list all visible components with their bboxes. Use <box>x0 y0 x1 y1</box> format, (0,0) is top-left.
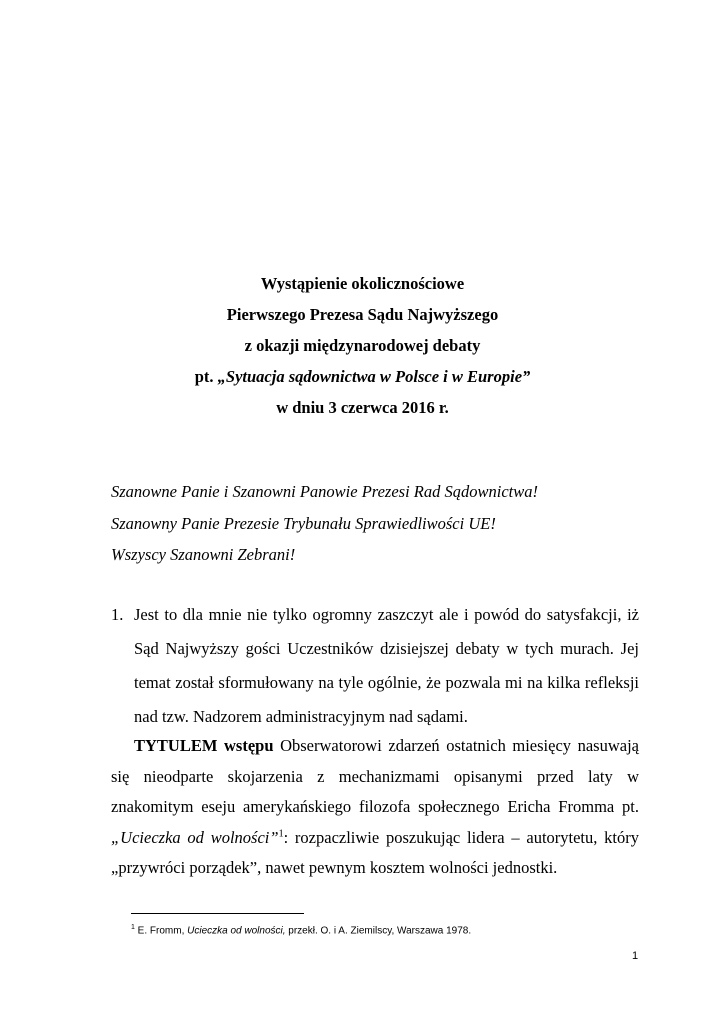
title-line-3: z okazji międzynarodowej debaty <box>244 336 481 355</box>
footnote <box>131 921 471 938</box>
page-number: 1 <box>632 950 639 962</box>
bold-lead: TYTULEM wstępu <box>134 736 274 755</box>
title-line-2: Pierwszego Prezesa Sądu Najwyższego <box>226 305 499 324</box>
salutation-line-2: Szanowny Panie Prezesie Trybunału Sprawiedliwości UE! <box>111 513 496 533</box>
title-line-5: w dniu 3 czerwca 2016 r. <box>276 398 449 417</box>
footnote-marker: 1 <box>131 924 135 931</box>
paragraph-1-text: Jest to dla mnie nie tylko ogromny zaszczyt ale i powód do satysfakcji, iż Sąd Najwyższy gości Uczestników dzisiejszej debaty w tych murach. Jej temat został sformułowany na tyle ogólnie, że pozwala mi na kilka refleksji nad tzw. Nadzorem administracyjnym nad sądami. <box>134 605 639 726</box>
title-line-4-prefix: pt. <box>194 367 218 386</box>
paragraph-1 <box>111 598 639 734</box>
footnote-separator <box>131 913 304 914</box>
debate-title: „Sytuacja sądownictwa w Polsce i w Europie” <box>217 367 531 386</box>
salutation-line-3: Wszyscy Szanowni Zebrani! <box>111 545 296 564</box>
paragraph-2-text-a: Obserwatorowi zdarzeń ostatnich miesięcy nasuwają się nieodparte skojarzenia z mechanizmami opisanymi przed laty w znakomitym eseju amerykańskiego filozofa społecznego Ericha Fromma pt. <box>111 736 639 816</box>
paragraph-number: 1. <box>111 605 124 624</box>
footnote-reference: 1 <box>278 828 284 839</box>
footnote-text-a: E. Fromm, <box>134 925 188 937</box>
footnote-book-title: Ucieczka od wolności, <box>187 925 286 937</box>
title-line-4 <box>0 361 725 392</box>
paragraph-2-text-b: : rozpaczliwie poszukując lidera – autorytetu, który „przywróci porządek”, nawet pewnym kosztem wolności jednostki. <box>111 827 639 877</box>
footnote-text-b: przekł. O. i A. Ziemilscy, Warszawa 1978. <box>285 925 472 937</box>
paragraph-2 <box>111 731 639 884</box>
salutation-line-1: Szanowne Panie i Szanowni Panowie Prezesi Rad Sądownictwa! <box>111 482 538 501</box>
book-title: „Ucieczka od wolności” <box>111 827 279 847</box>
document-title <box>0 268 725 423</box>
title-line-1: Wystąpienie okolicznościowe <box>260 274 465 293</box>
salutation-block <box>111 476 538 571</box>
